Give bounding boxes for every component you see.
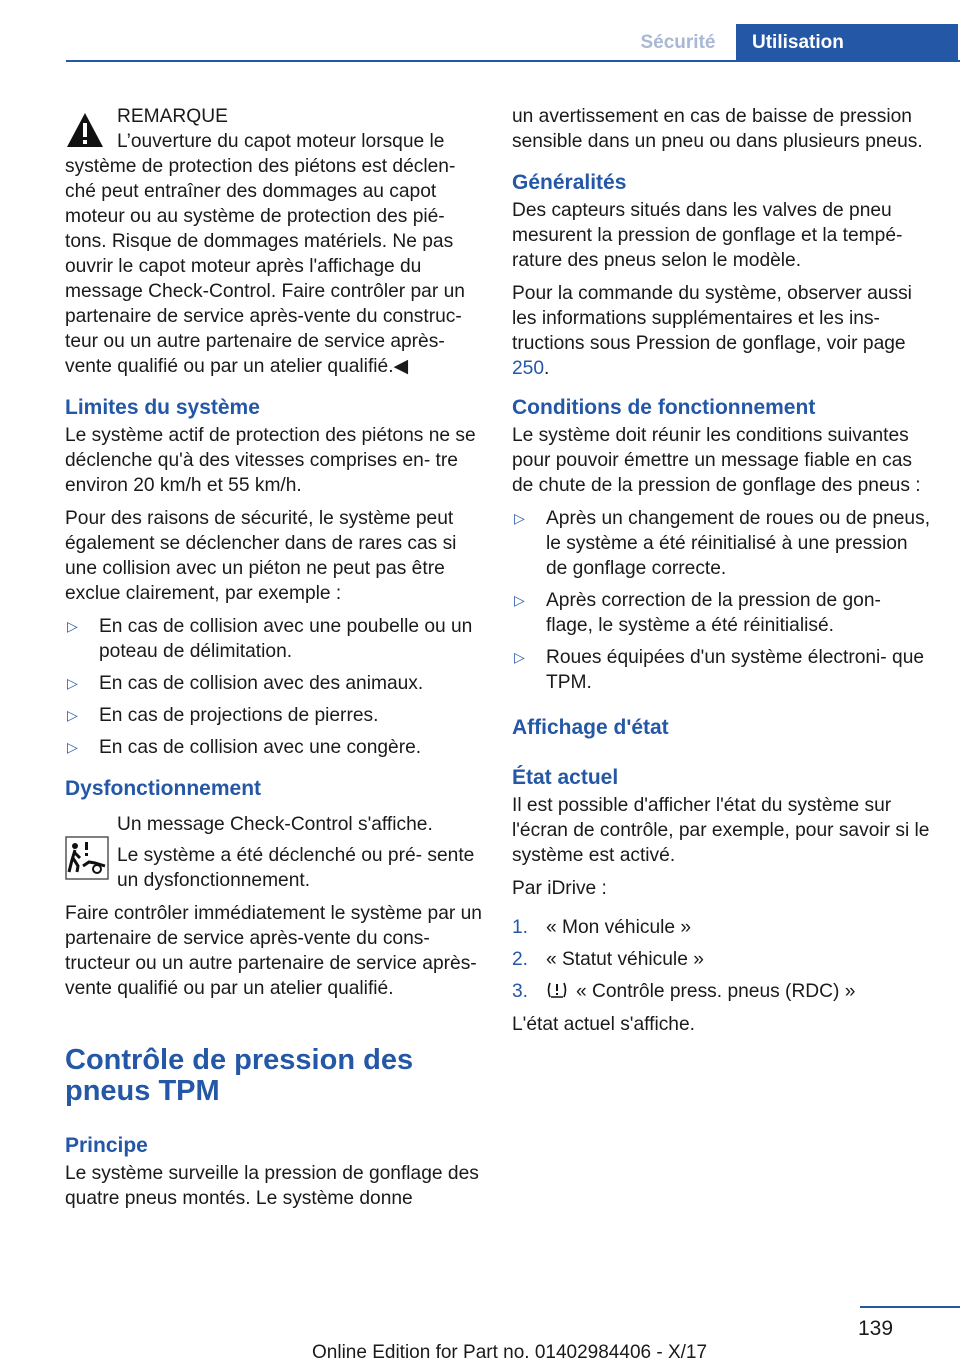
section-header (620, 24, 958, 62)
heading-tpm: Contrôle de pression des pneus TPM (65, 1044, 414, 1107)
header-rule (66, 60, 960, 62)
malfunction-p: Faire contrôler immédiatement le système par un partenaire de service après-vente du cons- tructeur ou un autre partenaire de service après-vente qualifié ou par un atelier qualifié. (65, 903, 482, 999)
list-item: ▷ En cas de collision avec une congère. (67, 737, 422, 758)
list-item: ▷ En cas de collision avec une poubelle ou un poteau de délimitation. (67, 616, 473, 662)
heading-affichage: Affichage d'état (512, 716, 669, 739)
list-item: 3. « Contrôle press. pneus (RDC) » (512, 981, 856, 1002)
bullet-triangle-icon: ▷ (67, 739, 78, 755)
tab-securite[interactable]: Sécurité (640, 32, 716, 53)
page-number: 139 (858, 1317, 894, 1340)
warning-first-line: L’ouverture du capot moteur lorsque le (117, 131, 445, 152)
malfunction-line1: Un message Check-Control s'affiche. (117, 814, 433, 835)
list-item: 2. « Statut véhicule » (512, 949, 704, 970)
warning-title: REMARQUE (117, 106, 228, 127)
warning-note (65, 104, 485, 379)
list-item: ▷ Roues équipées d'un système électroni- que TPM. (514, 647, 925, 693)
principle-p: Le système surveille la pression de gonflage des quatre pneus montés. Le système donne (65, 1163, 479, 1209)
heading-principe: Principe (65, 1134, 148, 1157)
malfunction-line2: Le système a été déclenché ou pré- sente un dysfonctionnement. (117, 845, 475, 891)
idrive-steps (512, 915, 932, 1004)
tire-pressure-icon (546, 980, 568, 1000)
bullet-triangle-icon: ▷ (514, 649, 525, 665)
bullet-triangle-icon: ▷ (514, 510, 525, 526)
list-item: ▷ En cas de projections de pierres. (67, 705, 379, 726)
page-link[interactable]: 250 (512, 358, 545, 379)
limits-p2: Pour des raisons de sécurité, le système peut également se déclencher dans de rares cas si une collision avec un piéton ne peut pas être exclue clairement, par exemple : (65, 508, 457, 604)
list-item: ▷ En cas de collision avec des animaux. (67, 673, 424, 694)
heading-conditions: Conditions de fonctionnement (512, 396, 816, 419)
warning-triangle-icon (65, 110, 105, 150)
bullet-triangle-icon: ▷ (67, 707, 78, 723)
heading-etat-actuel: État actuel (512, 766, 619, 789)
idrive-label: Par iDrive : (512, 878, 607, 899)
footer-rule (860, 1306, 960, 1308)
pedestrian-protection-icon (65, 836, 109, 880)
conditions-bullets (512, 506, 932, 695)
bullet-triangle-icon: ▷ (67, 675, 78, 691)
limits-bullets (65, 614, 485, 760)
right-column (512, 104, 932, 1045)
bullet-triangle-icon: ▷ (67, 618, 78, 634)
heading-generalites: Généralités (512, 171, 627, 194)
malfunction-block (65, 812, 485, 893)
general-p2: Pour la commande du système, observer aussi les informations supplémentaires et les ins- tructions sous Pression de gonflage, voir page 250. (512, 283, 912, 379)
bullet-triangle-icon: ▷ (514, 592, 525, 608)
list-item: 1. « Mon véhicule » (512, 917, 692, 938)
list-item: ▷ Après un changement de roues ou de pneus, le système a été réinitialisé à une pression de gonflage correcte. (514, 508, 931, 579)
online-edition-note: Online Edition for Part no. 01402984406 - X/17 (312, 1342, 708, 1363)
general-p1: Des capteurs situés dans les valves de pneu mesurent la pression de gonflage et la tempé- rature des pneus selon le modèle. (512, 200, 903, 271)
status-p: Il est possible d'afficher l'état du système sur l'écran de contrôle, par exemple, pour savoir si le système est activé. (512, 795, 930, 866)
list-item: ▷ Après correction de la pression de gon- flage, le système a été réinitialisé. (514, 590, 881, 636)
tab-utilisation[interactable]: Utilisation (736, 24, 958, 62)
limits-p1: Le système actif de protection des piétons ne se déclenche qu'à des vitesses comprises en- tre environ 20 km/h et 55 km/h. (65, 425, 476, 496)
left-column (65, 104, 485, 1219)
heading-limites: Limites du système (65, 396, 260, 419)
status-result: L'état actuel s'affiche. (512, 1014, 695, 1035)
heading-dysfonctionnement: Dysfonctionnement (65, 777, 262, 800)
conditions-p: Le système doit réunir les conditions suivantes pour pouvoir émettre un message fiable en cas de chute de la pression de gonflage des pneus : (512, 425, 921, 496)
intro-p: un avertissement en cas de baisse de pression sensible dans un pneu ou dans plusieurs pneus. (512, 106, 923, 152)
warning-body: système de protection des piétons est déclen- ché peut entraîner des dommages au capot moteur ou au système de protection des pié- tons. Risque de dommages matériels. Ne pas ouvrir le capot moteur après l'affichage du message Check-Control. Faire contrôler par un partenaire de service après-vente du construc- teur ou un autre partenaire de service après- vente qualifié ou par un atelier qualifié.◀ (65, 156, 465, 377)
